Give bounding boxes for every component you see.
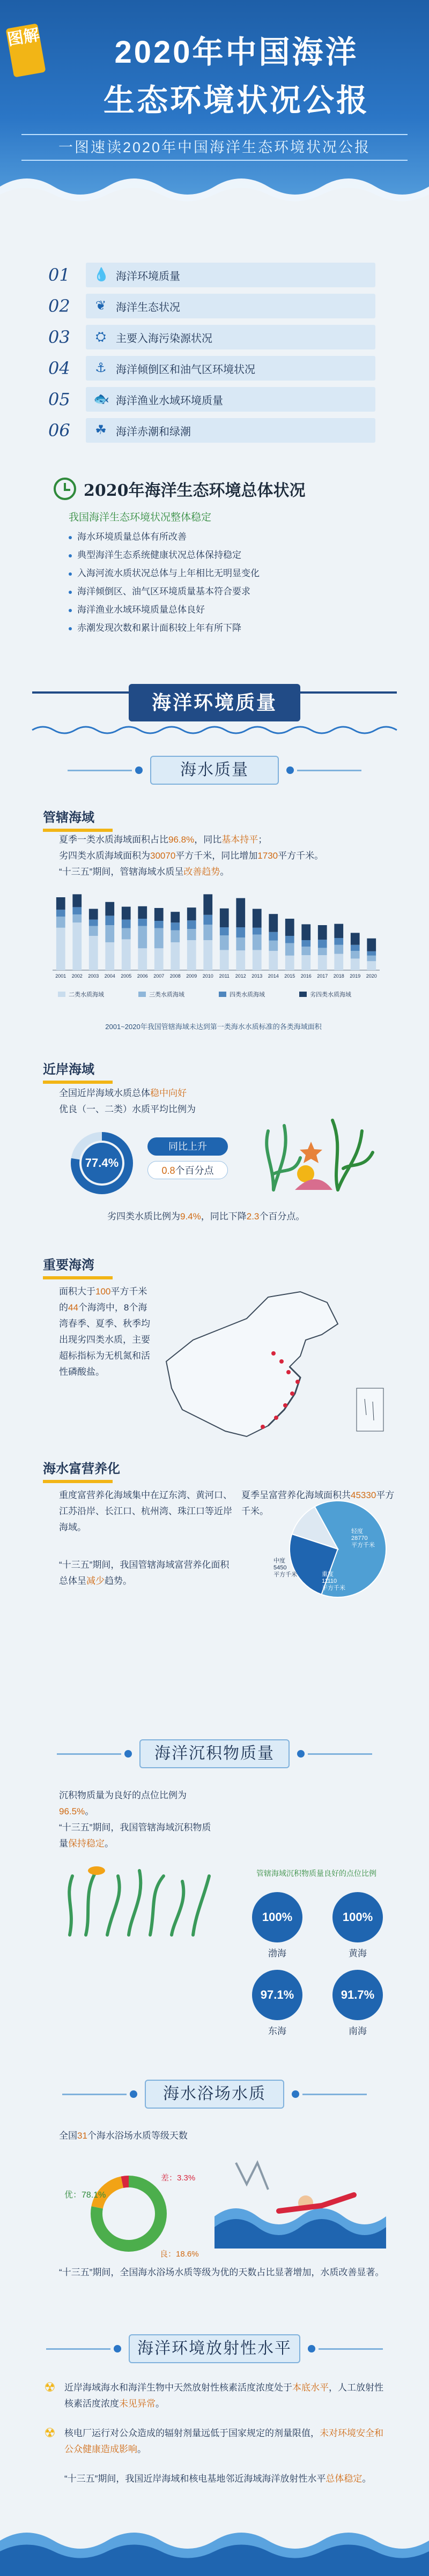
- legend-label: 二类水质海域: [69, 992, 104, 998]
- toc-number: 04: [48, 358, 70, 378]
- bar-segment: [334, 924, 343, 938]
- bar-segment: [285, 943, 294, 956]
- sediment-circle-nanhai: 91.7%: [332, 1970, 383, 2020]
- jurisdiction-title: 管辖海域: [43, 807, 113, 832]
- toc-label: 海洋倾倒区和油气区环境状况: [116, 363, 255, 376]
- x-tick-label: 2019: [350, 973, 361, 979]
- china-coast-map: [145, 1286, 397, 1447]
- beach-liang-value: 18.6%: [176, 2250, 199, 2259]
- x-tick-label: 2014: [268, 973, 279, 979]
- fish-icon: 🐟: [93, 392, 109, 406]
- bar-segment: [203, 940, 212, 970]
- bar-segment: [367, 961, 376, 970]
- bar-segment: [56, 917, 65, 928]
- sediment-circle-donghai: 97.1%: [252, 1970, 302, 2020]
- tab-seawater-quality: 海水质量: [150, 756, 279, 785]
- bar-segment: [203, 915, 212, 925]
- bar-segment: [138, 919, 147, 926]
- svg-text:优：78.1%: [64, 2190, 106, 2200]
- coastal-donut-value: 77.4%: [85, 1156, 119, 1170]
- bar-segment: [301, 924, 310, 940]
- wave-decoration: [32, 724, 397, 736]
- bar-segment: [367, 956, 376, 961]
- bar-segment: [56, 928, 65, 970]
- coastal-text: 全国近岸海域水质总体稳中向好 优良（一、二类）水质平均比例为: [59, 1088, 196, 1114]
- bar-segment: [138, 926, 147, 949]
- svg-text:良：18.6%: [160, 2250, 199, 2259]
- bar-segment: [89, 909, 98, 920]
- wave-decoration: [0, 170, 429, 214]
- beach-you-value: 78.1%: [82, 2191, 106, 2200]
- overall-list-item: 典型海洋生态系统健康状况总体保持稳定: [69, 546, 386, 564]
- bar-segment: [56, 910, 65, 917]
- toc-box: [86, 294, 375, 318]
- bar-segment: [171, 930, 180, 942]
- toc-label: 主要入海污染源状况: [116, 332, 212, 345]
- x-tick-label: 2002: [71, 973, 83, 979]
- overall-list-item: 海洋倾倒区、油气区环境质量基本符合要求: [69, 583, 386, 601]
- tab-sediment: 海洋沉积物质量: [139, 1739, 290, 1768]
- bar-segment: [269, 932, 278, 941]
- x-tick-label: 2018: [333, 973, 344, 979]
- pie-slice-label: 轻度 28770 平方千米: [351, 1528, 375, 1548]
- bar-segment: [105, 925, 114, 942]
- eutro-left-text: 重度富营养化海域集中在辽东湾、黄河口、江苏沿岸、长江口、杭州湾、珠江口等近岸海域。: [59, 1490, 232, 1532]
- bar-chart-svg: [42, 879, 385, 1008]
- toc-number: 02: [48, 296, 70, 316]
- bar-segment: [187, 907, 196, 920]
- bar-segment: [122, 939, 131, 970]
- overall-title: 2020年海洋生态环境总体状况: [84, 481, 306, 500]
- beach-you-label: 优：: [64, 2191, 82, 2200]
- bar-segment: [367, 951, 376, 956]
- legend-swatch: [58, 992, 65, 997]
- x-tick-label: 2001: [55, 973, 66, 979]
- bar-segment: [269, 951, 278, 970]
- toc-number: 05: [48, 389, 70, 410]
- tab-radiation: 海洋环境放射性水平: [129, 2334, 300, 2363]
- bar-segment: [236, 927, 245, 937]
- bar-segment: [285, 956, 294, 970]
- pie-slice-label: 重度 11110 平方千米: [322, 1571, 345, 1591]
- toc-item[interactable]: [48, 325, 375, 349]
- bar-segment: [122, 928, 131, 940]
- sediment-text: 沉积物质量为良好的点位比例为96.5%。 “十三五”期间，我国管辖海域沉积物质量保持稳定。: [59, 1790, 211, 1849]
- beach-cha-label: 差：: [161, 2173, 177, 2183]
- bar-segment: [89, 936, 98, 970]
- overall-subtitle: 我国海洋生态环境状况整体稳定: [69, 512, 212, 523]
- pipe-icon: ⛭: [95, 330, 106, 344]
- coral-icon: ❦: [95, 299, 107, 313]
- chart-caption: 2001~2020年我国管辖海域未达到第一类海水水质标准的各类海域面积: [105, 1023, 322, 1031]
- toc-number: 01: [48, 265, 70, 285]
- bar-segment: [138, 948, 147, 970]
- sediment-label-huanghai: 黄海: [349, 1948, 367, 1959]
- x-tick-label: 2006: [137, 973, 148, 979]
- bar-segment: [203, 925, 212, 940]
- bar-segment: [138, 906, 147, 919]
- x-tick-label: 2009: [186, 973, 197, 979]
- bar-segment: [154, 908, 164, 921]
- bar-segment: [253, 935, 262, 950]
- bar-segment: [72, 894, 82, 907]
- toc-box: [86, 418, 375, 443]
- eutro-bottom-text: “十三五”期间，我国管辖海域富营养化面积总体呈减少趋势。: [59, 1560, 230, 1586]
- bar-segment: [253, 928, 262, 935]
- bar-segment: [236, 898, 245, 927]
- bar-segment: [220, 935, 229, 950]
- bar-segment: [187, 920, 196, 929]
- tab-beach: 海水浴场水质: [145, 2080, 284, 2109]
- bar-segment: [334, 954, 343, 970]
- eutro-title: 海水富营养化: [43, 1458, 120, 1483]
- page-title-line1: 2020年中国海洋: [114, 35, 359, 70]
- toc-item[interactable]: [48, 356, 375, 381]
- toc-item[interactable]: [48, 387, 375, 412]
- sediment-circle-huanghai: 100%: [332, 1892, 383, 1942]
- overall-list-item: 海水环境质量总体有所改善: [69, 528, 386, 546]
- bar-segment: [285, 936, 294, 943]
- toc-box: [86, 263, 375, 287]
- beach-donut: [64, 2165, 199, 2262]
- overall-list-item: 赤潮发现次数和累计面积较上年有所下降: [69, 619, 386, 637]
- eutro-right-text: 夏季呈富营养化海域面积共45330平方千米。: [241, 1490, 395, 1516]
- bar-segment: [269, 941, 278, 951]
- bar-segment: [318, 955, 327, 970]
- bar-segment: [285, 919, 294, 936]
- radiation-icon: ☢: [44, 2426, 56, 2440]
- bar-segment: [171, 922, 180, 930]
- bar-segment: [220, 909, 229, 927]
- sediment-circle-title: 管辖海域沉积物质量良好的点位比例: [256, 1869, 376, 1878]
- toc-label: 海洋赤潮和绿潮: [116, 426, 191, 438]
- toc-number: 06: [48, 420, 70, 441]
- swimmer-illustration: [214, 2152, 386, 2249]
- bar-segment: [122, 920, 131, 928]
- jurisdiction-text: 夏季一类水质海域面积占比96.8%，同比基本持平； 劣四类水质海域面积为30070平方千米，同比增加1730平方千米。 “十三五”期间，管辖海域水质呈改善趋势。: [59, 835, 324, 877]
- bar-segment: [318, 925, 327, 940]
- page-title-line2: 生态环境状况公报: [103, 83, 369, 118]
- overall-status: [54, 477, 386, 637]
- bar-segment: [351, 945, 360, 951]
- legend-label: 三类水质海域: [149, 992, 184, 998]
- area-bar-chart: [42, 879, 385, 998]
- bottom-wave-decoration: [0, 2519, 429, 2576]
- section-banner: [32, 681, 397, 740]
- legend-label: 四类水质海域: [230, 992, 265, 998]
- x-tick-label: 2020: [366, 973, 377, 979]
- sediment-circles: [236, 1869, 397, 2048]
- radiation-item-3: “十三五”期间，我国近岸海域和核电基地邻近海域海洋放射性水平总体稳定。: [64, 2474, 372, 2484]
- bar-segment: [367, 939, 376, 951]
- toc-box: [86, 387, 375, 412]
- legend-label: 劣四类水质海域: [310, 992, 351, 998]
- x-tick-label: 2015: [284, 973, 295, 979]
- overall-list: [69, 528, 386, 637]
- bar-segment: [89, 920, 98, 926]
- table-of-contents: [48, 263, 375, 449]
- bar-segment: [154, 921, 164, 928]
- x-tick-label: 2017: [317, 973, 328, 979]
- toc-box: [86, 356, 375, 381]
- bar-segment: [269, 914, 278, 932]
- bar-segment: [154, 928, 164, 949]
- x-tick-label: 2013: [252, 973, 263, 979]
- bar-segment: [105, 942, 114, 970]
- water-drop-icon: 💧: [93, 267, 109, 282]
- bar-segment: [318, 940, 327, 948]
- badge-label: 图解: [5, 23, 46, 77]
- x-tick-label: 2004: [104, 973, 115, 979]
- page-subtitle: 一图速读2020年中国海洋生态环境状况公报: [21, 134, 408, 161]
- bar-segment: [171, 942, 180, 970]
- bar-segment: [301, 940, 310, 947]
- x-tick-label: 2008: [169, 973, 181, 979]
- bar-segment: [72, 914, 82, 922]
- toc-item[interactable]: [48, 294, 375, 318]
- x-tick-label: 2007: [153, 973, 165, 979]
- bar-segment: [351, 958, 360, 970]
- section-title: 海洋环境质量: [129, 684, 300, 721]
- beach-cha-value: 3.3%: [177, 2173, 196, 2183]
- bar-segment: [105, 915, 114, 925]
- bar-segment: [187, 940, 196, 970]
- bar-segment: [72, 907, 82, 914]
- bar-segment: [301, 947, 310, 955]
- svg-text:差：3.3%: [161, 2173, 195, 2183]
- seagrass-illustration: [59, 1855, 220, 1935]
- bar-segment: [318, 948, 327, 955]
- coastal-pill-a: 同比上升: [147, 1137, 228, 1156]
- algae-icon: ☘: [95, 423, 107, 437]
- overall-list-item: 海洋渔业水域环境质量总体良好: [69, 601, 386, 619]
- clock-icon: [54, 478, 76, 500]
- toc-label: 海洋渔业水域环境质量: [116, 394, 223, 407]
- legend-swatch: [299, 992, 307, 997]
- coastal-donut: [70, 1131, 134, 1195]
- bays-title: 重要海湾: [43, 1254, 113, 1279]
- bar-segment: [236, 937, 245, 950]
- bar-segment: [301, 955, 310, 970]
- coastal-pill-b: 0.8个百分点: [147, 1161, 228, 1179]
- bar-segment: [220, 927, 229, 935]
- bar-segment: [187, 929, 196, 940]
- sediment-label-donghai: 东海: [268, 2026, 286, 2036]
- sediment-label-nanhai: 南海: [349, 2026, 367, 2036]
- bar-segment: [154, 948, 164, 970]
- eutro-pie-chart: [257, 1495, 397, 1603]
- bar-segment: [89, 926, 98, 936]
- radiation-item-2: ☢ 核电厂运行对公众造成的辐射剂量远低于国家规定的剂量限值，未对环境安全和公众健康造成影响。: [43, 2425, 386, 2458]
- bar-segment: [253, 909, 262, 928]
- legend-swatch: [138, 992, 146, 997]
- beach-text: 全国31个海水浴场水质等级天数: [59, 2131, 188, 2141]
- legend-swatch: [219, 992, 226, 997]
- toc-number: 03: [48, 327, 70, 347]
- coastal-title: 近岸海域: [43, 1059, 113, 1084]
- bar-segment: [236, 950, 245, 970]
- bar-segment: [105, 902, 114, 916]
- bays-text: 面积大于100平方千米的44个海湾中，8个海湾春季、夏季、秋季均出现劣四类水质，主要超标指标为无机氮和活性磷酸盐。: [59, 1286, 150, 1377]
- bar-segment: [351, 933, 360, 944]
- oil-platform-icon: ⚓: [95, 361, 107, 375]
- toc-label: 海洋生态状况: [116, 301, 180, 314]
- bar-segment: [253, 950, 262, 970]
- beach-bottom: “十三五”期间，全国海水浴场水质等级为优的天数占比显著增加，水质改善显著。: [59, 2267, 384, 2277]
- bar-segment: [72, 922, 82, 970]
- bar-segment: [334, 938, 343, 945]
- radiation-item-1: ☢ 近岸海域海水和海洋生物中天然放射性核素活度浓度处于本底水平，人工放射性核素活度浓度未见异常。: [43, 2380, 386, 2412]
- bar-segment: [351, 951, 360, 958]
- sediment-circle-bohai: 100%: [252, 1892, 302, 1942]
- x-tick-label: 2016: [300, 973, 312, 979]
- x-tick-label: 2012: [235, 973, 246, 979]
- beach-liang-label: 良：: [160, 2250, 176, 2259]
- coastal-line: 劣四类水质比例为9.4%，同比下降2.3个百分点。: [107, 1211, 305, 1222]
- toc-item[interactable]: [48, 263, 375, 287]
- bar-segment: [334, 945, 343, 954]
- toc-label: 海洋环境质量: [116, 270, 180, 282]
- bar-segment: [220, 950, 229, 970]
- bar-segment: [122, 907, 131, 920]
- overall-list-item: 入海河流水质状况总体与上年相比无明显变化: [69, 564, 386, 583]
- radiation-icon: ☢: [44, 2380, 56, 2395]
- bar-segment: [171, 912, 180, 922]
- toc-box: [86, 325, 375, 349]
- bar-segment: [56, 897, 65, 910]
- x-tick-label: 2011: [219, 973, 230, 979]
- pie-slice-label: 中度 5450 平方千米: [273, 1558, 297, 1578]
- toc-item[interactable]: [48, 418, 375, 443]
- sediment-label-bohai: 渤海: [268, 1948, 286, 1959]
- hero-header: [0, 0, 429, 214]
- x-tick-label: 2010: [202, 973, 213, 979]
- x-tick-label: 2003: [88, 973, 99, 979]
- bar-segment: [203, 894, 212, 914]
- x-tick-label: 2005: [121, 973, 132, 979]
- coral-illustration: [252, 1088, 386, 1195]
